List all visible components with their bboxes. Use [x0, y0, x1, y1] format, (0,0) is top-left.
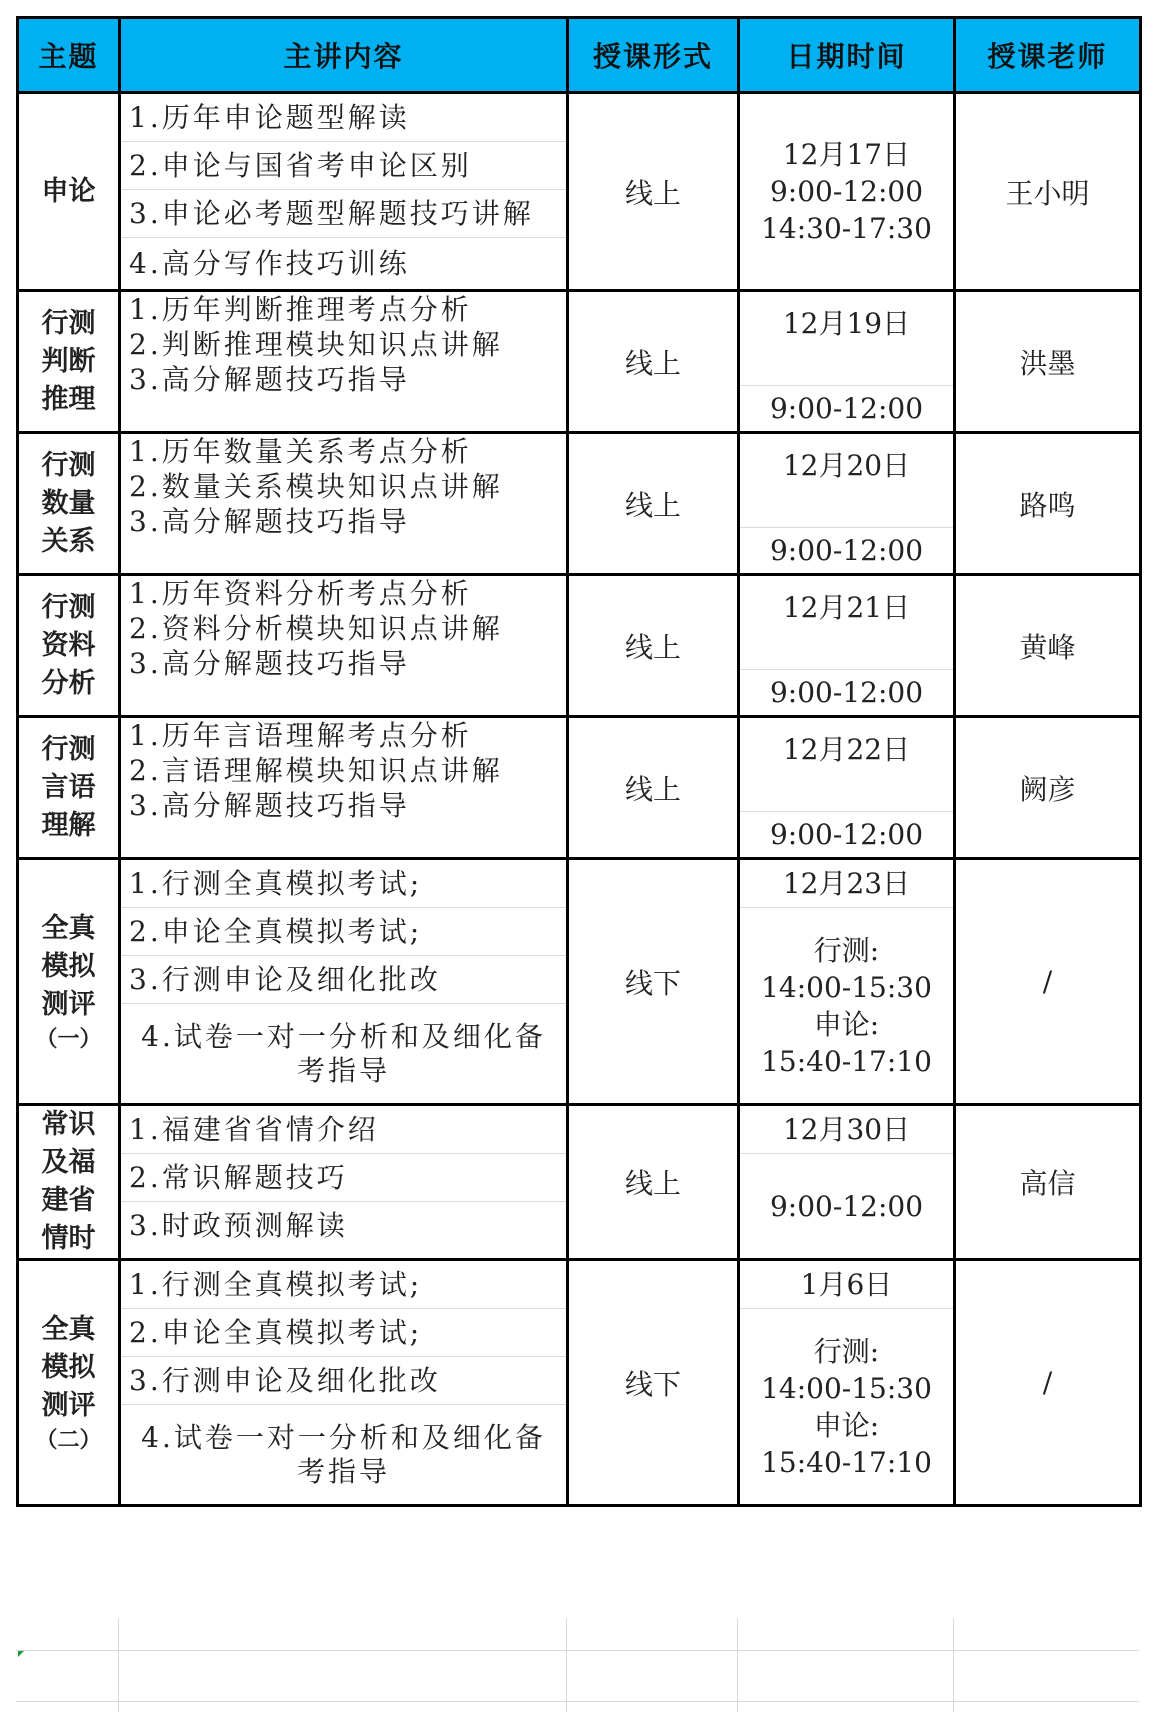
mode-cell: 线上: [568, 717, 739, 859]
header-datetime: 日期时间: [739, 18, 955, 93]
time-line: 申论:: [813, 1007, 880, 1041]
table-row: [18, 433, 1141, 575]
teacher-cell: /: [955, 1260, 1141, 1506]
datetime-cell: [739, 93, 955, 291]
content-line: 4.试卷一对一分析和及细化备考指导: [141, 1019, 546, 1087]
content-line: 4.试卷一对一分析和及细化备考指导: [141, 1420, 546, 1488]
time-line: 15:40-17:10: [761, 1445, 932, 1479]
topic-line: 建省: [41, 1185, 96, 1216]
time-line: 行测:: [813, 1334, 880, 1368]
content-line: 2.数量关系模块知识点讲解: [129, 469, 503, 503]
table-row: [18, 859, 1141, 1105]
topic-cell: [18, 433, 120, 575]
content-line: 3.行测申论及细化批改: [121, 956, 566, 1004]
time-line: 15:40-17:10: [761, 1044, 932, 1078]
content-line: 3.申论必考题型解题技巧讲解: [121, 190, 566, 238]
teacher-cell: 黄峰: [955, 575, 1141, 717]
topic-cell: [18, 1260, 120, 1506]
content-line: 1.历年数量关系考点分析: [129, 434, 472, 468]
content-line: 2.申论全真模拟考试;: [121, 1309, 566, 1357]
content-line: 2.资料分析模块知识点讲解: [129, 611, 503, 645]
topic-line: 情时: [41, 1223, 96, 1254]
datetime-cell: [739, 1105, 955, 1260]
datetime-line: 9:00-12:00: [769, 175, 924, 208]
topic-line: 测评: [41, 988, 96, 1020]
topic-line: 行测: [41, 591, 96, 623]
cell-error-marker: [18, 1651, 24, 1657]
datetime-line: 12月17日: [782, 138, 911, 171]
content-line: 2.常识解题技巧: [121, 1154, 566, 1202]
content-line: 2.申论与国省考申论区别: [121, 142, 566, 190]
time-line: 9:00-12:00: [769, 676, 924, 709]
date-line: 12月30日: [782, 1113, 911, 1146]
teacher-cell: 高信: [955, 1105, 1141, 1260]
topic-cell: [18, 859, 120, 1105]
mode-cell: 线下: [568, 859, 739, 1105]
header-mode: 授课形式: [568, 18, 739, 93]
topic-line: 全真: [41, 1313, 96, 1345]
content-line: 1.行测全真模拟考试;: [121, 860, 566, 908]
datetime-cell: [739, 291, 955, 433]
content-cell: [120, 1105, 568, 1260]
time-line: 9:00-12:00: [769, 392, 924, 425]
content-cell: [120, 291, 568, 433]
topic-line: 行测: [41, 307, 96, 339]
content-cell: [120, 717, 568, 859]
teacher-cell: 王小明: [955, 93, 1141, 291]
time-line: 14:00-15:30: [761, 970, 932, 1004]
topic-line: 资料: [41, 629, 96, 661]
empty-gridline: [16, 1701, 1139, 1702]
topic-line: 模拟: [41, 950, 96, 982]
topic-cell: [18, 717, 120, 859]
empty-gridline: [118, 1618, 119, 1712]
content-cell: [120, 93, 568, 291]
topic-cell: [18, 291, 120, 433]
time-line: 9:00-12:00: [769, 534, 924, 567]
date-line: 12月21日: [782, 591, 911, 624]
content-line: 3.行测申论及细化批改: [121, 1357, 566, 1405]
header-content: 主讲内容: [120, 18, 568, 93]
date-line: 1月6日: [800, 1268, 893, 1301]
content-line: 3.高分解题技巧指导: [129, 504, 410, 538]
datetime-cell: [739, 433, 955, 575]
content-line: 2.判断推理模块知识点讲解: [129, 327, 503, 361]
mode-cell: 线上: [568, 291, 739, 433]
empty-gridline: [16, 1650, 1139, 1651]
topic-cell: [18, 575, 120, 717]
topic-line: 言语: [41, 771, 96, 803]
datetime-line: 14:30-17:30: [761, 212, 932, 245]
teacher-cell: /: [955, 859, 1141, 1105]
table-row: [18, 1105, 1141, 1260]
topic-line: 全真: [41, 912, 96, 944]
mode-cell: 线上: [568, 93, 739, 291]
header-topic: 主题: [18, 18, 120, 93]
topic-line: 行测: [41, 733, 96, 765]
teacher-cell: 洪墨: [955, 291, 1141, 433]
teacher-cell: 阙彦: [955, 717, 1141, 859]
empty-gridline: [566, 1618, 567, 1712]
date-line: 12月19日: [782, 307, 911, 340]
mode-cell: 线上: [568, 433, 739, 575]
datetime-cell: [739, 859, 955, 1105]
content-cell: [120, 859, 568, 1105]
topic-cell: [18, 93, 120, 291]
topic-line: （二）: [35, 1426, 102, 1453]
datetime-cell: [739, 717, 955, 859]
time-line: 申论:: [813, 1408, 880, 1442]
empty-gridline: [737, 1618, 738, 1712]
table-row: [18, 1260, 1141, 1506]
topic-line: 模拟: [41, 1351, 96, 1383]
date-line: 12月22日: [782, 733, 911, 766]
time-line: 行测:: [813, 933, 880, 967]
topic-line: 分析: [41, 667, 96, 699]
topic-line: 理解: [41, 809, 96, 841]
teacher-cell: 路鸣: [955, 433, 1141, 575]
content-line: 3.时政预测解读: [129, 1209, 348, 1242]
table-row: [18, 291, 1141, 433]
content-cell: [120, 1260, 568, 1506]
content-line: 1.行测全真模拟考试;: [121, 1261, 566, 1309]
topic-line: 测评: [41, 1389, 96, 1421]
content-line: 1.历年申论题型解读: [121, 94, 566, 142]
topic-line: 申论: [41, 175, 96, 207]
content-line: 2.申论全真模拟考试;: [121, 908, 566, 956]
course-schedule-table: [16, 16, 1142, 1507]
time-line: 9:00-12:00: [769, 818, 924, 851]
content-line: 4.高分写作技巧训练: [129, 246, 410, 280]
content-line: 1.历年资料分析考点分析: [129, 576, 472, 610]
topic-line: （一）: [35, 1025, 102, 1052]
content-line: 1.福建省省情介绍: [121, 1106, 566, 1154]
mode-cell: 线下: [568, 1260, 739, 1506]
table-row: [18, 717, 1141, 859]
topic-line: 常识: [41, 1109, 96, 1140]
mode-cell: 线上: [568, 575, 739, 717]
topic-line: 行测: [41, 449, 96, 481]
content-cell: [120, 433, 568, 575]
date-line: 12月20日: [782, 449, 911, 482]
topic-line: 推理: [41, 383, 96, 415]
date-line: 12月23日: [782, 867, 911, 900]
table-row: [18, 575, 1141, 717]
datetime-cell: [739, 575, 955, 717]
datetime-cell: [739, 1260, 955, 1506]
topic-line: 关系: [41, 525, 96, 557]
topic-line: 及福: [41, 1147, 96, 1178]
time-line: 9:00-12:00: [769, 1189, 924, 1223]
content-line: 1.历年判断推理考点分析: [129, 292, 472, 326]
topic-line: 数量: [41, 487, 96, 519]
content-cell: [120, 575, 568, 717]
mode-cell: 线上: [568, 1105, 739, 1260]
topic-cell: [18, 1105, 120, 1260]
content-line: 2.言语理解模块知识点讲解: [129, 753, 503, 787]
content-line: 1.历年言语理解考点分析: [129, 718, 472, 752]
empty-gridline: [953, 1618, 954, 1712]
header-row: [18, 18, 1141, 93]
content-line: 3.高分解题技巧指导: [129, 788, 410, 822]
header-teacher: 授课老师: [955, 18, 1141, 93]
topic-line: 判断: [41, 345, 96, 377]
table-row: [18, 93, 1141, 291]
content-line: 3.高分解题技巧指导: [129, 646, 410, 680]
content-line: 3.高分解题技巧指导: [129, 362, 410, 396]
time-line: 14:00-15:30: [761, 1371, 932, 1405]
